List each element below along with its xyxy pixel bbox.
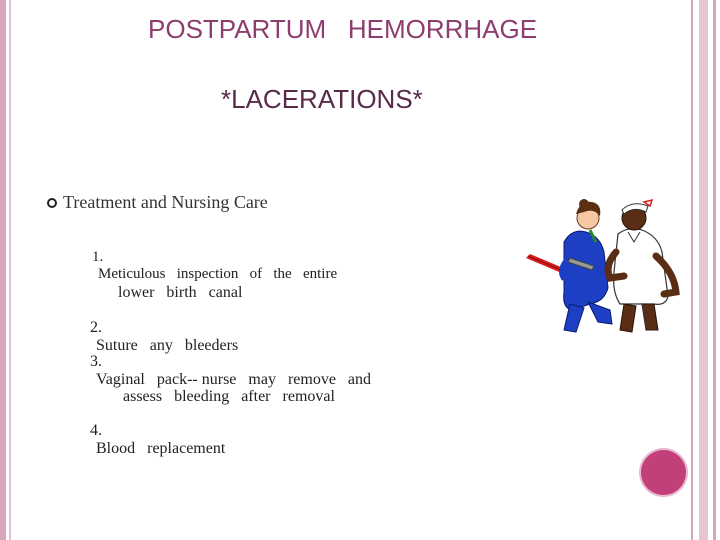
list-item-text: Meticulous inspection of the entire	[98, 266, 338, 282]
list-item-number: 4.	[90, 422, 102, 439]
section-heading-text: Treatment and Nursing Care	[63, 192, 268, 212]
list-item-number: 1.	[92, 249, 104, 265]
slide-title: POSTPARTUM HEMORRHAGE	[148, 14, 538, 44]
section-heading	[47, 192, 268, 213]
left-border-strip	[0, 0, 6, 540]
list-item-number: 3.	[90, 353, 102, 370]
right-border-outer-strip	[713, 0, 716, 540]
slide-subtitle: *LACERATIONS*	[221, 84, 423, 114]
list-item-number: 2.	[90, 319, 102, 336]
right-border-strip	[699, 0, 708, 540]
circle-bullet-icon	[47, 198, 57, 208]
pink-circle-decoration	[641, 450, 686, 495]
list-item-text: Suture any bleeders	[96, 337, 239, 354]
list-item-text: assess bleeding after removal	[123, 388, 335, 405]
left-border-thin-strip	[9, 0, 11, 540]
list-item-text: lower birth canal	[118, 284, 243, 301]
right-border-thin-strip	[691, 0, 693, 540]
list-item	[74, 404, 225, 476]
nurse-and-patient-clipart	[524, 192, 682, 336]
list-item-text: Blood replacement	[96, 440, 226, 457]
list-item-text: Vaginal pack-- nurse may remove and	[96, 371, 372, 388]
